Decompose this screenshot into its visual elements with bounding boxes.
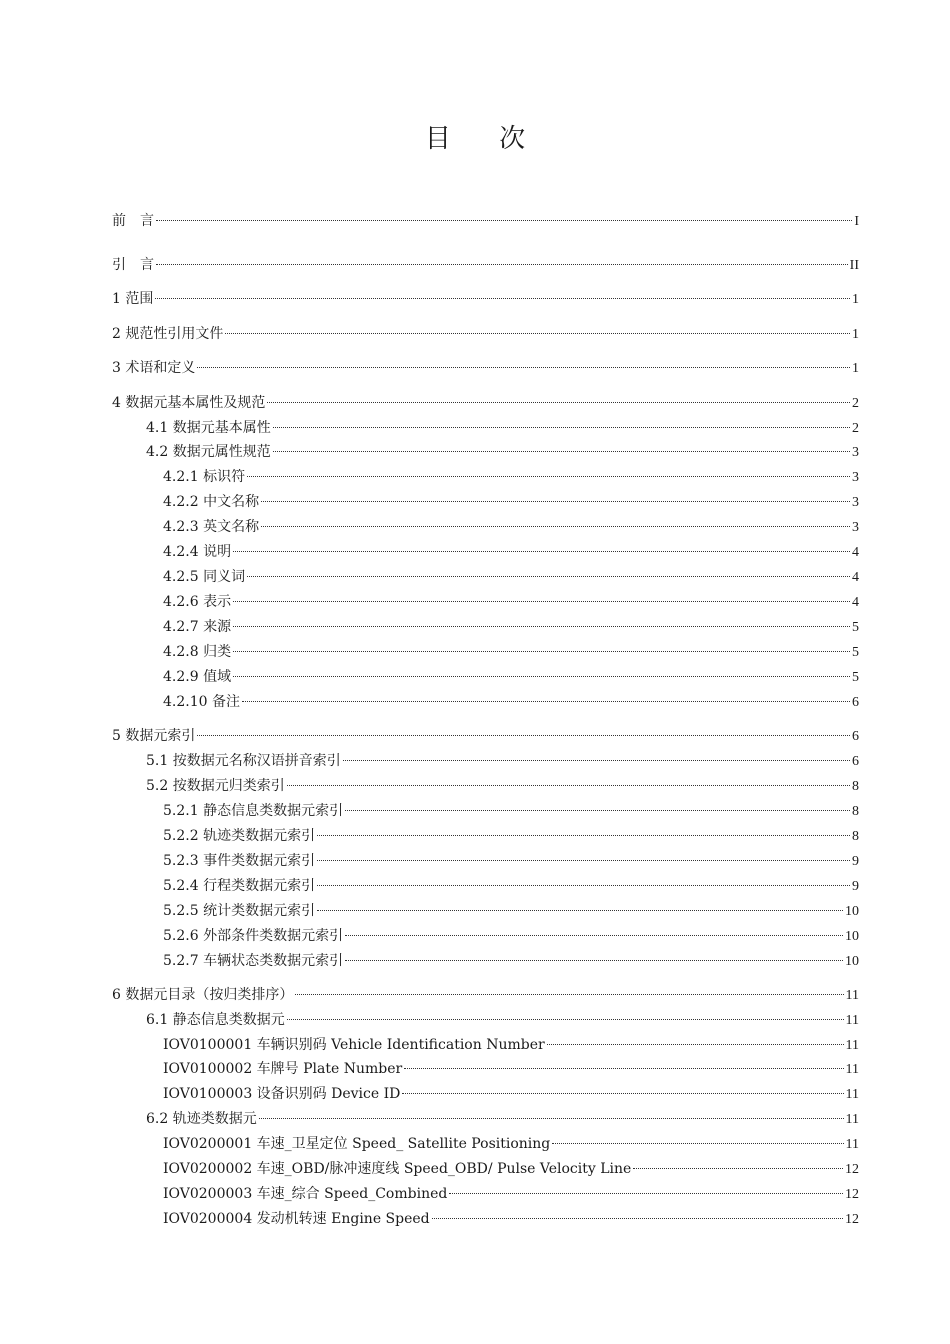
toc-entry-label: 4.2.8 归类 bbox=[163, 644, 232, 660]
toc-entry-iov0100001[interactable] bbox=[163, 1035, 859, 1055]
dot-leader bbox=[155, 298, 850, 299]
toc-page-number: 6 bbox=[852, 695, 859, 710]
dot-leader bbox=[317, 860, 850, 861]
dot-leader bbox=[225, 333, 850, 334]
toc-entry-label: 5.2.1 静态信息类数据元索引 bbox=[163, 803, 344, 819]
toc-entry-label: 6 数据元目录（按归类排序） bbox=[112, 987, 294, 1003]
toc-entry-label: IOV0200001 车速_卫星定位 Speed_ Satellite Positioning bbox=[163, 1136, 551, 1152]
toc-page-number: 10 bbox=[845, 929, 859, 944]
dot-leader bbox=[233, 626, 850, 627]
dot-leader bbox=[449, 1193, 843, 1194]
dot-leader bbox=[402, 1093, 843, 1094]
toc-entry-2[interactable] bbox=[112, 324, 859, 344]
toc-page-number: 10 bbox=[845, 904, 859, 919]
toc-entry-6[interactable] bbox=[112, 985, 859, 1005]
toc-entry-label: IOV0200002 车速_OBD/脉冲速度线 Speed_OBD/ Pulse Velocity Line bbox=[163, 1161, 632, 1177]
dot-leader bbox=[345, 960, 843, 961]
toc-page-number: 3 bbox=[852, 495, 859, 510]
toc-entry-5-1[interactable] bbox=[146, 751, 859, 771]
toc-entry-4-2-1[interactable] bbox=[163, 467, 859, 487]
toc-entry-label: 4.2 数据元属性规范 bbox=[146, 444, 271, 460]
toc-entry-label: 4.1 数据元基本属性 bbox=[146, 420, 271, 436]
toc-page-number: 11 bbox=[845, 1137, 859, 1152]
toc-page-number: 8 bbox=[852, 779, 859, 794]
toc-entry-4-2-5[interactable] bbox=[163, 567, 859, 587]
toc-page-number: 11 bbox=[845, 1062, 859, 1077]
toc-entry-5-2-7[interactable] bbox=[163, 951, 859, 971]
toc-entry-iov0200001[interactable] bbox=[163, 1134, 859, 1154]
toc-entry-4-2-7[interactable] bbox=[163, 617, 859, 637]
toc-entry-5[interactable] bbox=[112, 726, 859, 746]
dot-leader bbox=[261, 501, 850, 502]
toc-page-number: 11 bbox=[845, 1087, 859, 1102]
toc-page-number: 2 bbox=[852, 421, 859, 436]
toc-page-number: 3 bbox=[852, 445, 859, 460]
toc-entry-label: 2 规范性引用文件 bbox=[112, 326, 224, 342]
toc-entry-label: 4.2.4 说明 bbox=[163, 544, 232, 560]
toc-entry-4-2-8[interactable] bbox=[163, 642, 859, 662]
dot-leader bbox=[247, 576, 850, 577]
toc-page-number: 9 bbox=[852, 854, 859, 869]
toc-entry-iov0200002[interactable] bbox=[163, 1159, 859, 1179]
dot-leader bbox=[547, 1044, 844, 1045]
dot-leader bbox=[552, 1143, 843, 1144]
dot-leader bbox=[404, 1068, 843, 1069]
toc-page-number: 11 bbox=[845, 988, 859, 1003]
dot-leader bbox=[317, 910, 843, 911]
dot-leader bbox=[259, 1118, 844, 1119]
toc-page-number: 6 bbox=[852, 754, 859, 769]
toc-page-number: 11 bbox=[845, 1112, 859, 1127]
toc-entry-label: 6.1 静态信息类数据元 bbox=[146, 1012, 285, 1028]
toc-entry-label: 4.2.9 值域 bbox=[163, 669, 232, 685]
toc-entry-4-2-2[interactable] bbox=[163, 492, 859, 512]
toc-entry-label: 前 言 bbox=[112, 213, 154, 229]
toc-page-number: 1 bbox=[852, 327, 859, 342]
toc-page-number: 8 bbox=[852, 804, 859, 819]
toc-entry-label: 3 术语和定义 bbox=[112, 360, 196, 376]
toc-entry-6-2[interactable] bbox=[146, 1109, 859, 1129]
toc-entry-5-2-1[interactable] bbox=[163, 801, 859, 821]
toc-entry-label: 5 数据元索引 bbox=[112, 728, 196, 744]
toc-page-number: I bbox=[854, 214, 859, 229]
toc-entry-label: 5.2.6 外部条件类数据元索引 bbox=[163, 928, 344, 944]
toc-entry-3[interactable] bbox=[112, 358, 859, 378]
dot-leader bbox=[156, 264, 848, 265]
toc-page-number: 4 bbox=[852, 595, 859, 610]
toc-entry-iov0200004[interactable] bbox=[163, 1209, 859, 1229]
toc-page-number: 4 bbox=[852, 545, 859, 560]
toc-entry-label: 4.2.5 同义词 bbox=[163, 569, 246, 585]
dot-leader bbox=[273, 451, 850, 452]
toc-entry-label: 4.2.6 表示 bbox=[163, 594, 232, 610]
toc-page-number: 1 bbox=[852, 361, 859, 376]
toc-entry-label: 5.2.5 统计类数据元索引 bbox=[163, 903, 316, 919]
toc-entry-label: IOV0200003 车速_综合 Speed_Combined bbox=[163, 1186, 448, 1202]
toc-page-number: 6 bbox=[852, 729, 859, 744]
dot-leader bbox=[233, 676, 850, 677]
dot-leader bbox=[233, 651, 850, 652]
dot-leader bbox=[267, 402, 850, 403]
toc-entry-4[interactable] bbox=[112, 393, 859, 413]
toc-entry-label: 引 言 bbox=[112, 257, 154, 273]
toc-entry-4-1[interactable] bbox=[146, 418, 859, 438]
toc-entry-label: 5.2.4 行程类数据元索引 bbox=[163, 878, 316, 894]
toc-page-number: 2 bbox=[852, 396, 859, 411]
toc-page-number: 5 bbox=[852, 645, 859, 660]
dot-leader bbox=[317, 885, 850, 886]
toc-page-number: 9 bbox=[852, 879, 859, 894]
dot-leader bbox=[343, 760, 850, 761]
toc-entry-5-2-6[interactable] bbox=[163, 926, 859, 946]
toc-entry-5-2-4[interactable] bbox=[163, 876, 859, 896]
toc-entry-4-2-9[interactable] bbox=[163, 667, 859, 687]
toc-entry-label: 4 数据元基本属性及规范 bbox=[112, 395, 266, 411]
toc-entry-label: 4.2.7 来源 bbox=[163, 619, 232, 635]
toc-entry-label: IOV0200004 发动机转速 Engine Speed bbox=[163, 1211, 430, 1227]
toc-entry-label: 5.2.3 事件类数据元索引 bbox=[163, 853, 316, 869]
toc-entry-6-1[interactable] bbox=[146, 1010, 859, 1030]
toc-entry-4-2[interactable] bbox=[146, 442, 859, 462]
dot-leader bbox=[261, 526, 850, 527]
toc-entry-iov0100002[interactable] bbox=[163, 1059, 859, 1079]
toc-entry-5-2[interactable] bbox=[146, 776, 859, 796]
toc-entry-label: 1 范围 bbox=[112, 291, 154, 307]
toc-page-number: 5 bbox=[852, 620, 859, 635]
dot-leader bbox=[233, 601, 850, 602]
dot-leader bbox=[242, 701, 850, 702]
toc-page-number: 4 bbox=[852, 570, 859, 585]
toc-entry-1[interactable] bbox=[112, 289, 859, 309]
toc-entry-label: IOV0100001 车辆识别码 Vehicle Identification Number bbox=[163, 1037, 545, 1053]
toc-page-number: 11 bbox=[845, 1038, 859, 1053]
toc-page-number: 10 bbox=[845, 954, 859, 969]
toc-page-number: II bbox=[849, 258, 859, 273]
toc-entry-4-2-4[interactable] bbox=[163, 542, 859, 562]
toc-page-number: 1 bbox=[852, 292, 859, 307]
toc-entry-introduction[interactable] bbox=[112, 255, 859, 275]
toc-page-number: 5 bbox=[852, 670, 859, 685]
dot-leader bbox=[287, 1019, 844, 1020]
toc-page-number: 8 bbox=[852, 829, 859, 844]
toc-entry-label: 4.2.1 标识符 bbox=[163, 469, 246, 485]
toc-page-number: 3 bbox=[852, 470, 859, 485]
toc-entry-label: IOV0100002 车牌号 Plate Number bbox=[163, 1061, 403, 1077]
toc-entry-label: 5.2.7 车辆状态类数据元索引 bbox=[163, 953, 344, 969]
toc-entry-label: 4.2.3 英文名称 bbox=[163, 519, 260, 535]
dot-leader bbox=[233, 551, 850, 552]
toc-page-number: 3 bbox=[852, 520, 859, 535]
toc-entry-label: 5.2 按数据元归类索引 bbox=[146, 778, 285, 794]
dot-leader bbox=[273, 427, 850, 428]
toc-entry-4-2-6[interactable] bbox=[163, 592, 859, 612]
toc-entry-label: 5.2.2 轨迹类数据元索引 bbox=[163, 828, 316, 844]
dot-leader bbox=[197, 735, 850, 736]
toc-entry-4-2-3[interactable] bbox=[163, 517, 859, 537]
dot-leader bbox=[247, 476, 850, 477]
toc-page-number: 12 bbox=[845, 1187, 859, 1202]
toc-entry-label: 4.2.2 中文名称 bbox=[163, 494, 260, 510]
toc-entry-5-2-5[interactable] bbox=[163, 901, 859, 921]
dot-leader bbox=[156, 220, 852, 221]
toc-entry-5-2-3[interactable] bbox=[163, 851, 859, 871]
toc-entry-preface[interactable] bbox=[112, 211, 859, 231]
dot-leader bbox=[633, 1168, 843, 1169]
dot-leader bbox=[197, 367, 850, 368]
toc-entry-label: 5.1 按数据元名称汉语拼音索引 bbox=[146, 753, 341, 769]
toc-entry-label: 4.2.10 备注 bbox=[163, 694, 240, 710]
dot-leader bbox=[432, 1218, 843, 1219]
toc-entry-5-2-2[interactable] bbox=[163, 826, 859, 846]
toc-page-number: 11 bbox=[845, 1013, 859, 1028]
toc-entry-iov0200003[interactable] bbox=[163, 1184, 859, 1204]
toc-entry-4-2-10[interactable] bbox=[163, 692, 859, 712]
dot-leader bbox=[287, 785, 850, 786]
dot-leader bbox=[295, 994, 843, 995]
toc-entry-iov0100003[interactable] bbox=[163, 1084, 859, 1104]
toc-entry-label: IOV0100003 设备识别码 Device ID bbox=[163, 1086, 401, 1102]
toc-page-number: 12 bbox=[845, 1212, 859, 1227]
toc-page-number: 12 bbox=[845, 1162, 859, 1177]
dot-leader bbox=[317, 835, 850, 836]
dot-leader bbox=[345, 935, 843, 936]
page-title: 目 次 bbox=[424, 124, 546, 154]
toc-entry-label: 6.2 轨迹类数据元 bbox=[146, 1111, 257, 1127]
dot-leader bbox=[345, 810, 850, 811]
